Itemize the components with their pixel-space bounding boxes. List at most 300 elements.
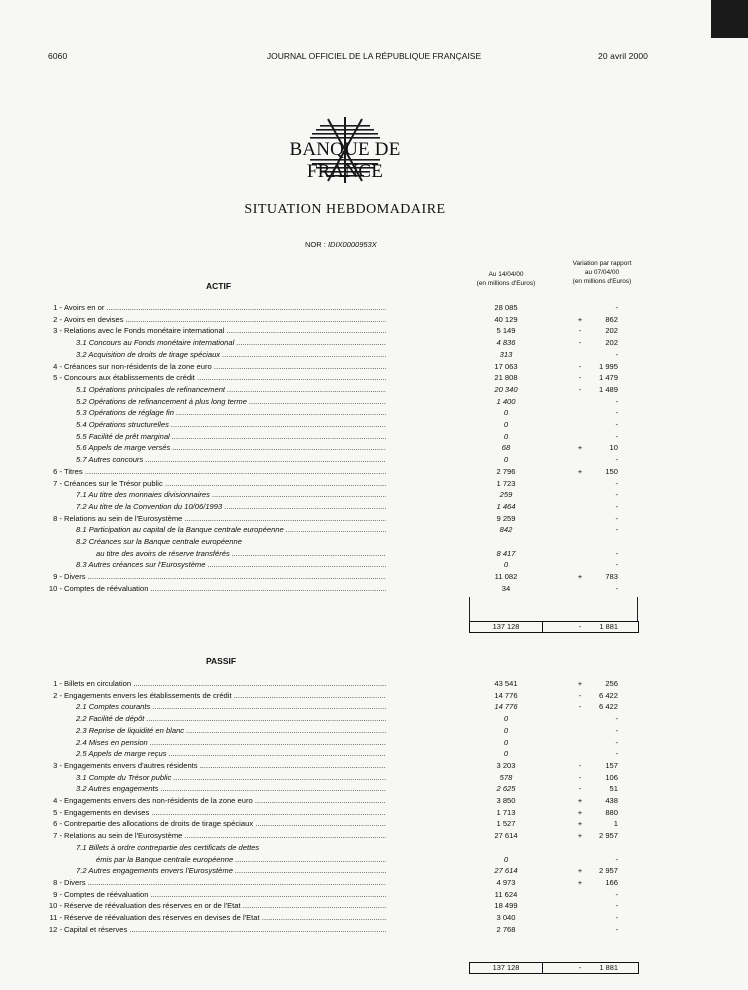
- row-amount: 11 082: [494, 572, 518, 582]
- row-subnumber: 7.1: [76, 490, 87, 500]
- row-label-text: Comptes courants: [88, 702, 151, 712]
- row-label: [64, 807, 386, 819]
- row-amount: 0: [503, 420, 509, 429]
- row-label: [76, 349, 386, 361]
- passif-row: [0, 701, 748, 713]
- row-label: [64, 678, 386, 690]
- row-variation-sign: +: [577, 443, 583, 453]
- actif-total-variation: 1 881: [599, 622, 618, 631]
- actif-row: [0, 442, 748, 454]
- row-number: 7 -: [53, 831, 62, 841]
- actif-row: [0, 314, 748, 326]
- row-amount: 21 808: [494, 373, 518, 383]
- amount-header-line: (en millions d'Euros): [476, 280, 536, 287]
- banque-de-france-logo: [250, 117, 440, 187]
- row-label: [76, 489, 386, 501]
- actif-heading: ACTIF: [206, 281, 232, 291]
- row-amount: 2 796: [496, 466, 516, 476]
- row-label-text: Engagements envers les établissements de crédit: [64, 690, 232, 700]
- passif-total-amount: 137 128: [492, 963, 520, 972]
- passif-row: [0, 830, 748, 842]
- row-label-text: au titre des avoirs de réserve transférés: [96, 548, 230, 558]
- row-label-text: émis par la Banque centrale européenne: [96, 854, 234, 864]
- row-amount: 0: [503, 408, 509, 418]
- row-variation-sign: -: [578, 338, 582, 348]
- row-label-text: Appels de marge versés: [88, 443, 171, 453]
- row-label: [76, 842, 386, 854]
- row-amount: 3 203: [496, 760, 516, 770]
- row-label: [64, 795, 386, 807]
- total-divider: [542, 963, 543, 973]
- row-label-text: Réserve de réévaluation des réserves en devises de l'Etat: [64, 913, 260, 922]
- row-amount: 40 129: [494, 314, 518, 324]
- passif-row: [0, 924, 748, 936]
- row-amount: 43 541: [494, 679, 518, 688]
- row-amount: 18 499: [494, 901, 518, 911]
- row-label-text: Divers: [64, 572, 86, 582]
- row-variation: 166: [605, 877, 618, 887]
- journal-title: JOURNAL OFFICIEL DE LA RÉPUBLIQUE FRANÇAISE: [266, 51, 482, 61]
- row-label: [64, 760, 386, 772]
- row-label: [76, 337, 386, 349]
- nor-label: NOR :: [305, 240, 326, 249]
- row-label: [96, 548, 386, 560]
- row-variation-sign: +: [577, 807, 583, 817]
- actif-total: [469, 621, 639, 633]
- row-variation: -: [615, 408, 618, 418]
- row-amount: 3 850: [496, 796, 516, 805]
- row-label-text: Capital et réserves: [64, 924, 128, 934]
- row-variation: -: [615, 725, 618, 735]
- row-variation: 438: [605, 796, 618, 805]
- row-label: [64, 314, 386, 326]
- row-variation-sign: -: [578, 373, 582, 383]
- row-variation: -: [615, 478, 618, 488]
- row-variation-sign: -: [578, 702, 582, 712]
- row-label: [64, 912, 386, 924]
- passif-row: [0, 818, 748, 830]
- row-number: 10 -: [48, 901, 62, 911]
- row-label: [76, 396, 386, 408]
- row-variation: 880: [605, 807, 618, 817]
- row-amount: 2 625: [496, 784, 516, 794]
- row-variation: 202: [605, 326, 618, 336]
- total-divider: [542, 622, 543, 632]
- row-subnumber: 5.1: [76, 384, 87, 394]
- row-subnumber: 3.2: [76, 784, 87, 794]
- row-number: 5 -: [53, 373, 62, 383]
- row-label: [64, 325, 386, 337]
- passif-row: [0, 877, 748, 889]
- row-subnumber: 7.2: [76, 866, 87, 876]
- row-label-text: Billets à ordre contrepartie des certificats de dettes: [88, 842, 260, 852]
- row-number: 6 -: [53, 466, 62, 476]
- row-label: [76, 737, 386, 749]
- row-amount: 4 836: [496, 338, 516, 348]
- row-label: [76, 524, 386, 536]
- row-variation: -: [615, 455, 618, 465]
- row-number: 9 -: [53, 572, 62, 582]
- passif-row: [0, 760, 748, 772]
- actif-row: [0, 337, 748, 349]
- row-label: [64, 830, 386, 842]
- row-number: 3 -: [53, 760, 62, 770]
- row-label-text: Créances sur la Banque centrale européenne: [88, 537, 242, 546]
- row-subnumber: 5.5: [76, 431, 87, 441]
- document-title: SITUATION HEBDOMADAIRE: [244, 202, 446, 217]
- actif-row: [0, 454, 748, 466]
- amount-header-line: Au 14/04/00: [488, 271, 524, 278]
- row-label-text: Concours aux établissements de crédit: [64, 373, 195, 383]
- row-amount: 842: [499, 525, 513, 535]
- passif-row: [0, 889, 748, 901]
- actif-row: [0, 419, 748, 431]
- row-variation: 2 957: [598, 866, 618, 876]
- row-label: [64, 924, 386, 936]
- row-number: 8 -: [53, 877, 62, 887]
- passif-row: [0, 713, 748, 725]
- row-subnumber: 2.5: [76, 749, 87, 759]
- row-variation: -: [615, 714, 618, 724]
- row-label: [76, 559, 386, 571]
- row-amount: 259: [499, 490, 513, 500]
- row-label-text: Acquisition de droits de tirage spéciaux: [88, 349, 221, 359]
- row-variation-sign: -: [578, 326, 582, 336]
- row-variation-sign: -: [578, 361, 582, 371]
- row-variation: 1 489: [598, 384, 618, 394]
- row-variation: -: [615, 913, 618, 922]
- row-label: [96, 854, 386, 866]
- row-label-text: Opérations structurelles: [88, 420, 169, 429]
- logo-wordmark: BANQUE DE FRANCE: [289, 139, 401, 182]
- row-number: 2 -: [53, 314, 62, 324]
- row-label-text: Mises en pension: [88, 737, 148, 747]
- actif-row: [0, 524, 748, 536]
- row-variation: -: [615, 525, 618, 535]
- row-label-text: Reprise de liquidité en blanc: [88, 725, 185, 735]
- row-label-text: Divers: [64, 877, 86, 887]
- actif-row: [0, 372, 748, 384]
- actif-row: [0, 536, 748, 548]
- row-label-text: Au titre de la Convention du 10/06/1993: [88, 501, 223, 511]
- row-amount: 0: [503, 560, 509, 570]
- row-number: 5 -: [53, 807, 62, 817]
- row-label: [76, 725, 386, 737]
- row-label: [76, 701, 386, 713]
- variation-header-line: Variation par rapport: [572, 260, 632, 267]
- actif-row: [0, 396, 748, 408]
- row-subnumber: 5.4: [76, 420, 87, 429]
- row-label-text: Réserve de réévaluation des réserves en or de l'Etat: [64, 901, 241, 911]
- actif-row: [0, 489, 748, 501]
- row-label-text: Autres engagements: [88, 784, 159, 794]
- row-label-text: Titres: [64, 466, 83, 476]
- row-variation-sign: -: [578, 784, 582, 794]
- row-label-text: Comptes de réévaluation: [64, 889, 149, 899]
- row-label-text: Relations avec le Fonds monétaire international: [64, 326, 225, 336]
- row-variation: 157: [605, 760, 618, 770]
- actif-row: [0, 513, 748, 525]
- row-variation-sign: +: [577, 819, 583, 829]
- row-amount: 3 040: [496, 913, 516, 922]
- row-number: 7 -: [53, 478, 62, 488]
- row-subnumber: 3.1: [76, 338, 87, 348]
- row-label: [64, 877, 386, 889]
- passif-row: [0, 690, 748, 702]
- passif-row: [0, 912, 748, 924]
- row-label-text: Engagements envers des non-résidents de la zone euro: [64, 796, 253, 805]
- row-number: 4 -: [53, 796, 62, 805]
- row-label: [76, 407, 386, 419]
- row-number: 8 -: [53, 513, 62, 523]
- row-variation-sign: -: [578, 772, 582, 782]
- passif-row: [0, 807, 748, 819]
- publication-date: 20 avril 2000: [598, 51, 648, 61]
- amount-column-header: [466, 270, 546, 288]
- row-label-text: Relations au sein de l'Eurosystème: [64, 513, 183, 523]
- row-label-text: Opérations de réglage fin: [88, 408, 174, 418]
- row-amount: 1 464: [496, 501, 516, 511]
- row-label-text: Comptes de réévaluation: [64, 583, 149, 593]
- row-amount: 1 713: [496, 807, 516, 817]
- row-amount: 578: [499, 772, 513, 782]
- row-amount: 4 973: [496, 877, 516, 887]
- actif-row: [0, 431, 748, 443]
- row-label-text: Autres engagements envers l'Eurosystème: [88, 866, 233, 876]
- row-variation: 862: [605, 314, 618, 324]
- variation-header-line: (en millions d'Euros): [572, 278, 632, 285]
- row-variation: 106: [605, 772, 618, 782]
- row-amount: 0: [503, 749, 509, 759]
- row-subnumber: 2.3: [76, 725, 87, 735]
- actif-total-rule-right: [637, 597, 638, 621]
- passif-total-sign: -: [578, 963, 582, 972]
- row-label: [76, 748, 386, 760]
- row-label: [76, 783, 386, 795]
- row-variation-sign: +: [577, 679, 583, 688]
- actif-row: [0, 361, 748, 373]
- actif-total-rule-left: [469, 597, 470, 621]
- row-label-text: Compte du Trésor public: [88, 772, 172, 782]
- passif-row: [0, 900, 748, 912]
- row-variation: -: [615, 501, 618, 511]
- row-amount: 68: [501, 443, 511, 453]
- row-label: [64, 690, 386, 702]
- row-subnumber: 5.7: [76, 455, 87, 465]
- row-variation: -: [615, 560, 618, 570]
- row-label: [64, 478, 386, 490]
- row-variation-sign: +: [577, 831, 583, 841]
- row-variation: 6 422: [598, 690, 618, 700]
- row-variation: 51: [609, 784, 618, 794]
- row-amount: 1 400: [496, 396, 516, 406]
- row-amount: 0: [503, 714, 509, 724]
- row-variation: -: [615, 737, 618, 747]
- row-variation-sign: +: [577, 866, 583, 876]
- row-number: 1 -: [53, 303, 62, 312]
- row-amount: 0: [503, 431, 509, 441]
- row-label: [64, 900, 386, 912]
- row-variation-sign: +: [577, 572, 583, 582]
- passif-row: [0, 772, 748, 784]
- row-variation-sign: +: [577, 314, 583, 324]
- row-label-text: Opérations principales de refinancement: [88, 384, 226, 394]
- row-label-text: Au titre des monnaies divisionnaires: [88, 490, 210, 500]
- passif-total-variation: 1 881: [599, 963, 618, 972]
- actif-row: [0, 384, 748, 396]
- row-subnumber: 3.1: [76, 772, 87, 782]
- row-label-text: Autres concours: [88, 455, 144, 465]
- row-amount: 17 063: [494, 361, 518, 371]
- row-label-text: Engagements en devises: [64, 807, 150, 817]
- row-amount: 8 417: [496, 548, 516, 558]
- row-label: [76, 431, 386, 443]
- row-variation: -: [615, 583, 618, 593]
- actif-row: [0, 302, 748, 314]
- row-label-text: Participation au capital de la Banque centrale européenne: [88, 525, 284, 535]
- row-label: [64, 583, 386, 595]
- row-variation: -: [615, 889, 618, 899]
- row-amount: 0: [503, 725, 509, 735]
- row-variation: 1 479: [598, 373, 618, 383]
- row-subnumber: 5.2: [76, 396, 87, 406]
- row-variation: 783: [605, 572, 618, 582]
- row-variation: -: [615, 924, 618, 934]
- row-variation: -: [615, 303, 618, 312]
- row-label: [64, 466, 386, 478]
- passif-row: [0, 725, 748, 737]
- passif-row: [0, 842, 748, 854]
- row-subnumber: 8.2: [76, 537, 87, 546]
- passif-row: [0, 795, 748, 807]
- actif-total-sign: -: [578, 622, 582, 631]
- row-label: [64, 361, 386, 373]
- passif-row: [0, 854, 748, 866]
- row-variation-sign: -: [578, 690, 582, 700]
- row-label: [64, 889, 386, 901]
- row-amount: 0: [503, 737, 509, 747]
- row-label: [76, 713, 386, 725]
- row-label: [64, 513, 386, 525]
- row-amount: 5 149: [496, 326, 516, 336]
- actif-row: [0, 559, 748, 571]
- row-amount: 0: [503, 455, 509, 465]
- row-number: 4 -: [53, 361, 62, 371]
- row-label-text: Créances sur non-résidents de la zone euro: [64, 361, 212, 371]
- row-variation: 10: [609, 443, 618, 453]
- row-variation: -: [615, 396, 618, 406]
- passif-heading: PASSIF: [206, 656, 237, 666]
- row-number: 12 -: [48, 924, 62, 934]
- variation-column-header: [552, 259, 652, 286]
- row-label: [76, 419, 386, 431]
- passif-row: [0, 748, 748, 760]
- row-amount: 27 614: [494, 866, 518, 876]
- row-amount: 34: [501, 583, 511, 593]
- row-variation: 6 422: [598, 702, 618, 712]
- row-number: 6 -: [53, 819, 62, 829]
- nor-code: IDIX0000953X: [327, 240, 377, 249]
- row-variation: -: [615, 513, 618, 523]
- actif-row: [0, 571, 748, 583]
- row-subnumber: 7.2: [76, 501, 87, 511]
- passif-row: [0, 783, 748, 795]
- row-label: [64, 372, 386, 384]
- row-label-text: Billets en circulation: [64, 679, 132, 688]
- row-number: 11 -: [49, 913, 62, 922]
- row-variation: 1: [613, 819, 618, 829]
- row-variation-sign: +: [577, 796, 583, 805]
- row-label: [76, 384, 386, 396]
- row-amount: 1 527: [496, 819, 516, 829]
- row-amount: 14 776: [494, 702, 518, 712]
- row-subnumber: 2.2: [76, 714, 87, 724]
- row-number: 2 -: [53, 690, 62, 700]
- row-subnumber: 8.3: [76, 560, 87, 570]
- row-number: 9 -: [53, 889, 62, 899]
- row-number: 1 -: [53, 679, 62, 688]
- row-subnumber: 7.1: [76, 842, 87, 852]
- row-label: [76, 442, 386, 454]
- row-variation: 150: [605, 466, 618, 476]
- row-label-text: Facilité de prêt marginal: [88, 431, 170, 441]
- actif-row: [0, 407, 748, 419]
- actif-row: [0, 583, 748, 595]
- row-label-text: Opérations de refinancement à plus long terme: [88, 396, 247, 406]
- row-amount: 28 085: [494, 303, 518, 312]
- actif-total-amount: 137 128: [492, 622, 520, 631]
- actif-row: [0, 478, 748, 490]
- passif-row: [0, 737, 748, 749]
- row-variation: -: [615, 901, 618, 911]
- row-subnumber: 3.2: [76, 349, 87, 359]
- row-variation-sign: +: [577, 877, 583, 887]
- row-label: [76, 536, 386, 548]
- row-amount: 27 614: [494, 831, 518, 841]
- row-amount: 11 624: [494, 889, 518, 899]
- actif-row: [0, 501, 748, 513]
- row-label: [64, 302, 386, 314]
- row-subnumber: 2.1: [76, 702, 87, 712]
- row-label-text: Relations au sein de l'Eurosystème: [64, 831, 183, 841]
- row-variation: -: [615, 431, 618, 441]
- row-variation-sign: +: [577, 466, 583, 476]
- row-label-text: Autres créances sur l'Eurosystème: [88, 560, 206, 570]
- row-amount: 9 259: [496, 513, 516, 523]
- variation-header-line: au 07/04/00: [584, 269, 620, 276]
- row-number: 10 -: [48, 583, 62, 593]
- row-variation: -: [615, 349, 618, 359]
- row-amount: 2 768: [496, 924, 516, 934]
- row-label-text: Engagements envers d'autres résidents: [64, 760, 198, 770]
- actif-row: [0, 548, 748, 560]
- row-variation: 202: [605, 338, 618, 348]
- row-variation-sign: -: [578, 384, 582, 394]
- row-variation: -: [615, 490, 618, 500]
- row-label-text: Facilité de dépôt: [88, 714, 145, 724]
- row-amount: 1 723: [496, 478, 516, 488]
- row-amount: 14 776: [494, 690, 518, 700]
- row-subnumber: 2.4: [76, 737, 87, 747]
- row-label-text: Contrepartie des allocations de droits de tirage spéciaux: [64, 819, 254, 829]
- row-variation: -: [615, 749, 618, 759]
- row-amount: 0: [503, 854, 509, 864]
- page-number: 6060: [48, 51, 68, 61]
- row-number: 3 -: [53, 326, 62, 336]
- corner-registration-mark: [711, 0, 748, 38]
- row-label: [76, 865, 386, 877]
- passif-total: [469, 962, 639, 974]
